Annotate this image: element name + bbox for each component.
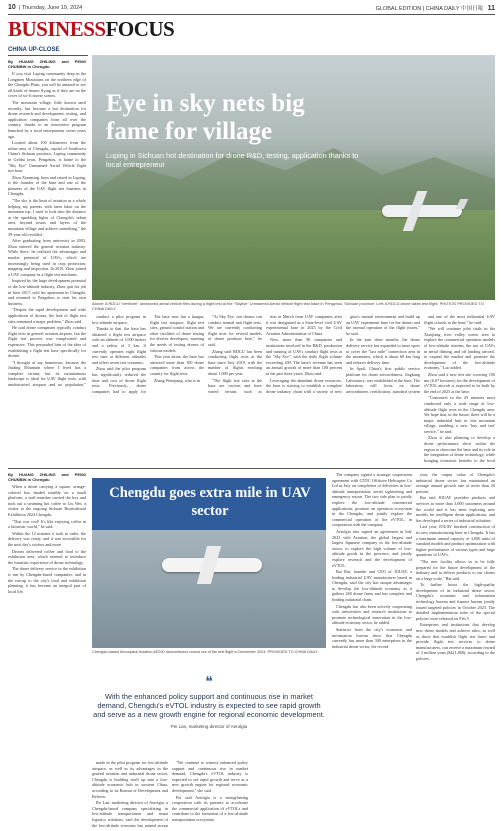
story1-column-6 (346, 314, 420, 394)
paragraph: "Customers in the 45 minutes most conducted only a wide range of low-altitude flight tests in the Chengdu area. We hope that, in the future, there will be a major industrial hub in this mountain village, enabling a new 'buy and test' service," he said. (424, 395, 495, 434)
page-header (0, 0, 503, 14)
paragraph: conduct a pilot program in low-altitude airspace. (92, 314, 146, 325)
paragraph: Within the 12 minutes it took to order, the delivery was ready, and it was accessible for the next day's visitors and more. (8, 530, 86, 547)
paragraph: Inspired by the huge development potential of the low-altitude industry, Zhou quit his job in June 2017, sold his apartment in Chengdu, and returned to Pengzhou to start his own business. (8, 278, 86, 306)
paragraph: year, the output value of Chengdu's industrial drone sector has maintained an average annual growth rate of more than 20 percent. (416, 472, 495, 494)
story2-column-1 (8, 472, 86, 827)
paragraph: Zhang said RDCU has been conducting flight tests at the base since July 2019, with the number of flights reaching about 1,000 per year. (208, 348, 262, 376)
story2-column-3 (172, 760, 248, 827)
story2-byline: By HUANG ZHILING and PENG CHUNBIN in Chengdu (8, 472, 86, 482)
paragraph: After graduating from university in 2003, Zhou entered the general aviation industry. While there, he realized the advantages and market potential of UAVs, which are increasingly being used in crop protection, mapping and inspection. In 2010, Zhou joined a UAV company as a flight test mechanic. (8, 238, 86, 277)
paragraph: Chengdu has also been actively cooperating with universities and research institutions to promote technological innovation in the low-altitude economy sector, he added. (332, 603, 412, 626)
paragraph: "The flight test sites at the base are various and have varied terrain, such as (208, 377, 262, 394)
pull-quote-text: With the enhanced policy support and continuous rise in market demand, Chengdu's eVTOL industry is expected to see rapid growth and serve as a new growth engine for regional economic development. (93, 692, 325, 720)
pull-quote (92, 676, 326, 756)
story1-photo-caption: Above: A RDCU "vertiform" unmanned aerial vehicle flies during a flight test at the "Skylive" Unmanned Aerial Vehicle flight test base in Pengzhou, Sichuan province. Left: A RDCU drone takes test flight. PHOTOS PROVIDED TO CHINA DAILY (92, 301, 484, 311)
quote-mark-icon: ❝ (205, 675, 213, 690)
paragraph: "We will continue pilot trials in the Xiaojiang river valley scenic area to explore the commercial operation models of low-altitude tourism, the use of UAVs in aerial filming, and off landing aircraft, to expand the market and promote the development of the low-altitude economy," Luo added. (424, 326, 495, 371)
header-left: 10 | Thursday, June 19, 2024 (8, 4, 83, 11)
subtitle-rule (8, 55, 88, 56)
pull-quote-attribution: Pei Lan, marketing director of Aerolgia (170, 723, 248, 729)
story1-headline: Eye in sky nets big fame for village (106, 90, 305, 145)
paragraph: In the past three months, the drone delivery service has expanded to more spots to cover the "last mile" connection area in the mountains, which is about 60 km long and reduces delivery time. (346, 337, 420, 365)
paragraph: The mountain village, little known until recently, has become a hot destination for drone research and development, testing, and application companies from all over the country, thanks to an innovative program launched by a local entrepreneur seven years ago. (8, 99, 86, 139)
paragraph: Zhou said the pilot program has significantly reduced the time and cost of drone flight tests. Previously, drone companies had to apply for (92, 366, 146, 394)
header-rule (8, 14, 495, 15)
paragraph: Pei said Aerolgia is a strengthening cooperation with its partners to accelerate the commercial application of eVTOLs and contribute to the formation of a low-altitude transportation ecosystem. (172, 794, 248, 822)
paragraph: Leveraging the abundant drone resources, the base is striving to establish a complete drone industry chain with a variety of new (266, 377, 342, 394)
story2-column-5 (416, 472, 495, 827)
story-divider (8, 468, 495, 469)
paragraph: gion's natural environment and build up an UAV experiment base for the drones and the normal operation of the flight routes," he said. (346, 314, 420, 336)
field-shape (92, 210, 495, 300)
paragraph: Aerolgia also signed an agreement in July 2023 with Aviation, the global largest and largest Japanese company in the low-altitude sector, to explore the high volume of low-altitude goods in the province, and jointly explore research and the development of eVTOL. (332, 528, 412, 568)
paragraph: made in the pilot program for low-altitude airspace, as well as its advantages in the general aviation and industrial drone sector, Chengdu is building itself up into a low-altitude economic hub in western China, according to its Bureau of Development and Reform. (92, 760, 168, 799)
section-title (8, 17, 174, 42)
story1-column-3 (150, 314, 204, 394)
paragraph: Last year, JOUAV finished construction of its new manufacturing base in Chengdu. It has a maximum annual capacity of 3,000 units of standard models and product optimization with higher performance of various types and large quantities of UAVs. (416, 524, 495, 558)
paragraph: Zhang Wenqiang, who is in (154, 377, 200, 383)
paragraph: If you visit Luping community deep in the Longmen Mountains on the northern edge of the Chengdu Plain, you will be amazed to see all kinds of drones flying as if they are on the cover of sci-fi movie scenes. (8, 71, 86, 99)
paragraph: "That was cool! It's like enjoying coffee in a futuristic world," he said. (8, 518, 86, 530)
story1-byline: By HUANG ZHILING and PENG CHUNBIN in Chengdu (8, 59, 86, 69)
paragraph: "I thought of my hometown, because the Jiuding Mountain where I lived has a complete terrain, but its mountainous landscape is ideal for UAV flight tests, with unobstructed airspace and no population," (8, 359, 86, 388)
section-subtitle: CHINA UP-CLOSE (8, 47, 60, 53)
paragraph: The company signed a strategic cooperation agreement with CITIC Offshore Helicopter Co Ltd in July on completion of deliveries in low-altitude transportation, aerial sightseeing and emergency rescue. The two side plan to jointly explore the low-altitude commercial applications, promote an operation ecosystem in the Chengdu, and jointly explore the commercial operation of the eVTOL, in cooperation with the company. (332, 472, 412, 528)
paragraph: Zhou said a new test site covering 100 mu (6.67 hectares) for the development of eVTOL aircraft is expected to be built by the end of 2025 at the base. (424, 371, 495, 394)
paragraph: Zhou is also planning to develop a drone performance show within the region to showcase the base and its role in the integration of drone technology, while bringing economic benefits to the local (424, 435, 495, 463)
paragraph: Zhou Xiaoming, born and raised in Luping, is the founder of the base and one of the pioneers of the UAV flight test business in Chengdu. (8, 174, 86, 197)
evtol-aircraft-icon (162, 558, 262, 572)
paragraph: Bai Rui, founder and CEO of JOUAV, a leading industrial UAV manufacturer based in Chengdu, said the city has unique advantages to develop the low-altitude economy as it gathers 260 drone firms and has complete and leading industrial chain. (332, 569, 412, 603)
edition-label: GLOBAL EDITION (375, 6, 422, 12)
paragraph: Now, more than 90 companies and institutions involved in the R&D, production and training of UAVs conduct flight tests at the "Sky Eye", with the daily flight volume exceeding 200. The base's revenue has seen an annual growth of more than 100 percent in the past three years, Zhou said. (266, 337, 342, 376)
paragraph: Located about 100 kilometers from the urban area of Chengdu, capital of Southwest China's Sichuan province, Luping community in Gelina town, Pengzhou, is home to the "Sky Eye" Unmanned Aerial Vehicle flight test base. (8, 140, 86, 174)
paragraph: Drones delivered coffee and food to the exhibition area, which seemed to introduce the futuristic experience of drone technology. (8, 548, 86, 565)
story2-photo-caption: Chengdu-based Aerospace Aviation AE200 demonstrator comes out of the test flight in December 2024. PROVIDED TO CHINA DAILY (92, 650, 318, 654)
story2-headline-banner (92, 478, 326, 530)
story1-column-5 (266, 314, 342, 394)
paragraph: "We continue to witness enhanced policy support and continuous rise in market demand, Chengdu's eVTOL industry is expected to see rapid growth and serve as a new growth engine for regional economic development," she said. (172, 760, 248, 793)
section-title-b: FOCUS (105, 17, 175, 41)
story1-column-4 (208, 314, 262, 394)
story1-column-1 (8, 59, 86, 389)
story2-photo (92, 478, 326, 648)
paragraph: "Despite the rapid development and wide applications of drones, the lack of flight test sites remained a major problem," Zhou said. (8, 307, 86, 324)
story2-column-4 (332, 472, 412, 827)
paragraph: The base now has a hangar, flight test airspace, flight test sites, ground control station and other facilities of drone testing for diverse developers, meeting the needs of testing drones of various models. (150, 314, 204, 353)
uav-aircraft-icon (382, 205, 462, 217)
section-title-a: BUSINESS (8, 17, 106, 41)
paragraph: tion in March from UAV companies after it was designated as a State-level civil UAV experimental base in 2023 by the Civil Aviation Administration of China. (266, 314, 342, 336)
paragraph: and one of the most influential UAV flight schools at the base," he said. (424, 314, 495, 325)
page-number: 10 (8, 4, 16, 11)
story2-headline: Chengdu goes extra mile in UAV sector (109, 485, 311, 519)
paragraph: "At Sky Eye, our drones can conduct normal and flight tests. We are currently conducting flight tests for several models of drone products here," he said. (208, 314, 262, 347)
paragraph: "The sky is the limit of aviation as a whole helping my parents with farm labor on the mountain top, I used to look into the distance at the sparkling lights of Chengdu's urban area, beyond towns and layers of the mountain village and achieve something," the 39-year-old recalled. (8, 198, 86, 237)
paragraph: "The new facility allows us to be fully prepared for the future development of the industry and to deliver products to our clients on a large scale," Bai said. (416, 558, 495, 581)
paragraph: Bai said JOUAV provides products and services to more than 3,000 customers around the world and it has been exploring new models for intelligent drone applications, and has developed a series of industrial solutions. (416, 495, 495, 523)
story1-column-2 (92, 314, 146, 394)
paragraph: This year alone, the base has attracted more than 100 drone companies from across the country for flight tests. (150, 354, 204, 376)
paper-name: CHINA DAILY (425, 6, 460, 12)
paragraph: To further boost the high-quality development of its industrial drone sector, Chengdu's economic and information technology bureau and finance bureau jointly issued targeted policies in October 2023. The detailed implementation rules of the special policies were released on Feb 5. (416, 582, 495, 621)
paragraph: Enterprises and institutions that develop new drone models and achieve sales, as well as those that establish flight test bases and provide flight test services to drone manufacturers, can receive a maximum reward of 3 million yuan ($421,800), according to the policies. (416, 622, 495, 661)
paragraph: Thanks to that, the base has obtained a flight test airspace with an altitude of 1,000 meters and a radius of 3 km. It currently operates eight flight test sites at different altitudes and offers seven test scenarios. (92, 326, 146, 365)
story1-deck: Luping in Sichuan hot destination for drone R&D, testing, application thanks to local entrepreneur (106, 151, 359, 169)
paragraph: When a drone carrying a square, orange-colored box landed steadily on a small platform, a staff member carried the box and took out a steaming hot coffee to Liu Wei, a visitor to the ongoing Sichuan Horticultural Exhibition 2024 Chengdu. (8, 484, 86, 517)
paragraph: The drone delivery service in the exhibition is run by Chengdu-based companies, and in the run-up to the city's food and exhibition planning, it has become an integral part of local life. (8, 566, 86, 594)
date-line: Thursday, June 19, 2024 (21, 5, 83, 11)
masthead-cn: 中国日報 (461, 6, 484, 12)
paragraph: He said drone companies typically conduct flight tests in general aviation airports, but the flight test process was complicated and expensive. This persuaded him of the idea of establishing a flight test base specifically for drones. (8, 325, 86, 359)
paragraph: Pei Lan, marketing director of Aerolgia, a Chengdu-based company specializing in low-altitude transportation and smart logistics solutions, said the development of the low-altitude economy has gained strong (92, 800, 168, 827)
header-right: GLOBAL EDITION | CHINA DAILY 中国日報 11 (375, 5, 495, 12)
paragraph: Statistics from the city's economic and information bureau show that Chengdu currently has more than 300 enterprises in the industrial drone sector, the record (332, 627, 412, 649)
paragraph: In April, China's first public service platform for drone airworthiness, Jingkang Laboratory, was established at the base. The laboratory will focus on drone airworthiness certification, standard system (346, 366, 420, 394)
story2-column-2 (92, 760, 168, 827)
story1-column-7 (424, 314, 495, 464)
